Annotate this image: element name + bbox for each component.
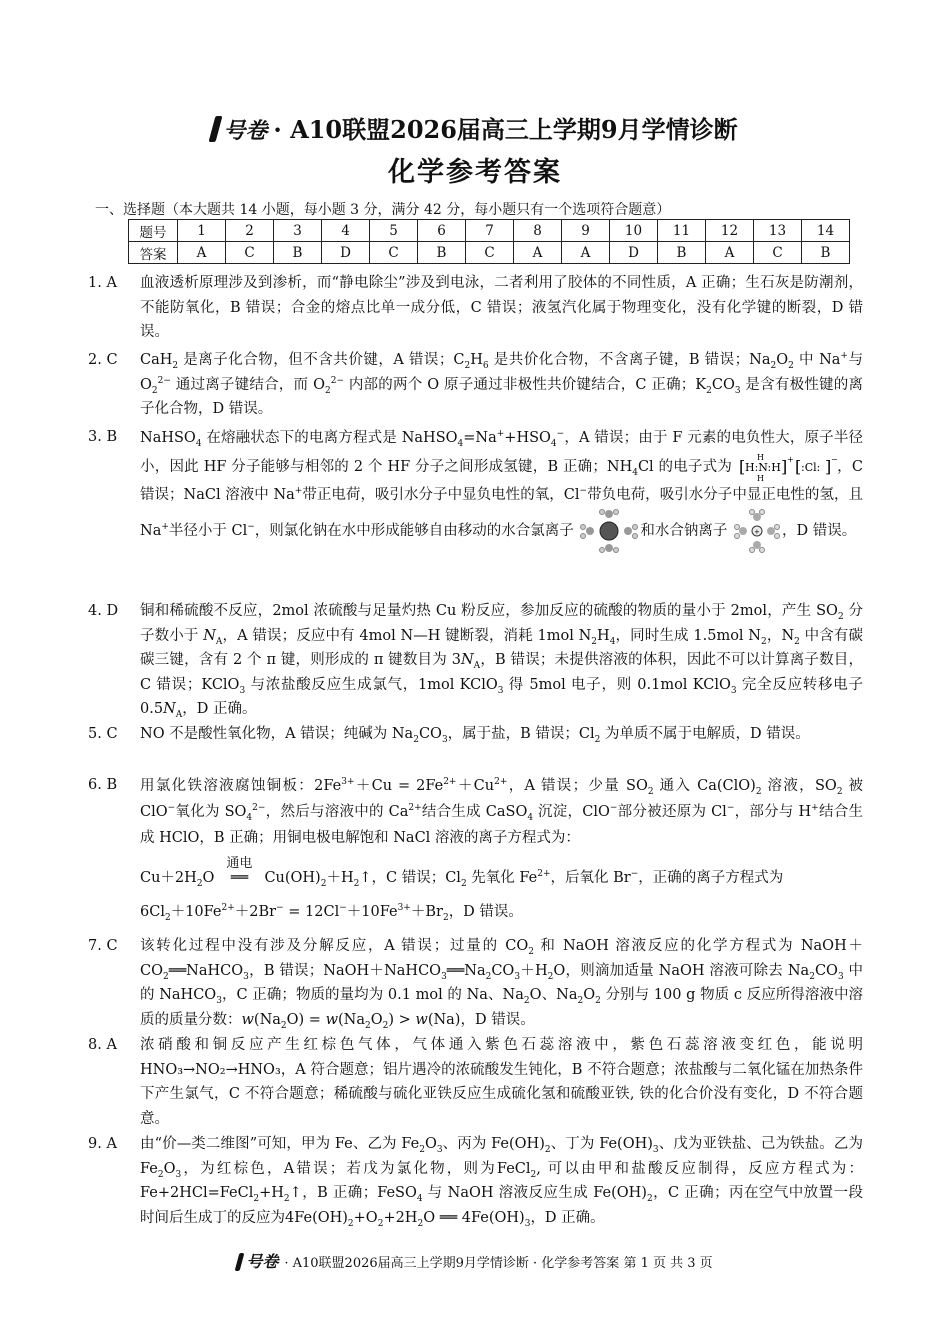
- table-cell: 3: [274, 220, 322, 242]
- svg-text:H: H: [756, 453, 764, 462]
- table-cell: D: [322, 242, 370, 264]
- table-cell: C: [370, 242, 418, 264]
- answer-item-3: [88, 425, 863, 553]
- svg-text::Cl:: :Cl:: [800, 461, 821, 474]
- answer-item-6: [88, 773, 863, 925]
- hydrated-chloride-icon: [578, 509, 640, 553]
- item-explanation: 用氯化铁溶液腐蚀铜板：$2Fe^{3+}+Cu = 2Fe^{2+}+Cu^{2+}$，A 错误；少量 $SO_2$ 通入 $Ca(ClO)_2$ 溶液，$SO_2$ 被 ClO−氧化为 $SO_4^{2-}$，然后与溶液中的 $Ca^{2+}$结合生成 CaSO$_4$ 沉淀，ClO−部分被还原为 Cl−，部分与 H+结合生成 HClO，B 正确；用铜电极电解饱和 NaCl 溶液的离子方程式为： $Cu+2H_2O$ 通电 ══ $Cu(OH)_2+H_2↑$，C 错误；$Cl_2$ 先氧化 $Fe^{2+}$，后氧化 Br−，正确的离子方程式为 $6Cl_2+10Fe^{2+}+2Br^- = 12Cl^-+10Fe^{3+}+Br_2$，D 错误。: [140, 777, 864, 923]
- item-explanation: 由“价—类二维图”可知，甲为 Fe、乙为 $Fe_2O_3$、丙为 $Fe(OH)_2$、丁为 $Fe(OH)_3$、戊为亚铁盐、己为铁盐。乙为$Fe_2O_3$，为红棕色，A错误；若戊为氯化物，则为FeCl$_2$, 可以由甲和盐酸反应制得，反应方程式为：$Fe+2HCl=FeCl_2+H_2↑$，B 正确；FeSO$_4$ 与 NaOH 溶液反应生成 $Fe(OH)_2$，C 正确；丙在空气中放置一段时间后生成丁的反应为$4Fe(OH)_2+O_2+2H_2O$ ══ $4Fe(OH)_3$，D 正确。: [140, 1136, 863, 1229]
- item-explanation: 铜和稀硫酸不反应，2mol 浓硫酸与足量灼热 Cu 粉反应，参加反应的硫酸的物质的量小于 2mol，产生 $SO_2$ 分子数小于 $N_A$，A 错误；反应中有 4mol N—H 键断裂，消耗 1mol $N_2H_4$，同时生成 1.5mol $N_2$，$N_2$ 中含有碳碳三键，含有 2 个 π 键，则形成的 π 键数目为 $3N_A$，B 错误；未提供溶液的体积，因此不可以计算离子数目，C 错误；KClO$_3$ 与浓盐酸反应生成氯气，1mol KClO$_3$ 得 5mol 电子，则 0.1mol KClO$_3$ 完全反应转移电子 $0.5N_A$，D 正确。: [140, 603, 864, 720]
- electron-formula-icon: [737, 452, 837, 482]
- exam-title: [0, 110, 950, 145]
- svg-text:]: ]: [780, 457, 788, 476]
- table-cell: B: [802, 242, 850, 264]
- svg-text:H:N:H: H:N:H: [744, 461, 781, 474]
- item-explanation: NaHSO$_4$ 在熔融状态下的电离方程式是 $NaHSO_4=Na^++HSO_4^-$，A 错误；由于 F 元素的电负性大，原子半径小，因此 HF 分子能够与相邻的 2 个 HF 分子之间形成氢键，B 正确；$NH_4Cl$ 的电子式为 [ H:N:H H H ] + [ :Cl: ] − ，C 错误；NaCl 溶液中 Na+带正电荷，吸引水分子中显负电性的氧，Cl−带负电荷，吸引水分子中显正电性的氢，且 Na+半径小于 Cl−，则氯化钠在水中形成能够自由移动的水合氯离子 和水合钠离子 + ，D 错误。: [140, 425, 863, 553]
- table-cell: 5: [370, 220, 418, 242]
- table-cell: 1: [178, 220, 226, 242]
- svg-text:H: H: [756, 474, 764, 483]
- answer-table: [128, 219, 850, 264]
- answer-item-7: [88, 934, 863, 1032]
- item-number: 1. A: [88, 275, 117, 291]
- hydrated-sodium-icon: [732, 509, 782, 553]
- table-cell: B: [274, 242, 322, 264]
- table-cell: C: [754, 242, 802, 264]
- item-number: 7. C: [88, 938, 118, 954]
- item-number: 3. B: [88, 429, 118, 445]
- table-cell: 4: [322, 220, 370, 242]
- answer-item-8: [88, 1033, 863, 1131]
- table-cell: 11: [658, 220, 706, 242]
- answer-item-5: [88, 722, 863, 747]
- table-cell: C: [466, 242, 514, 264]
- section-heading: 一、选择题（本大题共 14 小题，每小题 3 分，满分 42 分，每小题只有一个选项符合题意）: [95, 202, 671, 218]
- row-label-question: 题号: [129, 220, 178, 242]
- page-title: 化学参考答案: [388, 157, 562, 188]
- item-explanation: 浓硝酸和铜反应产生红棕色气体，气体通入紫色石蕊溶液中，紫色石蕊溶液变红色，能说明 HNO₃→NO₂→HNO₃，A 符合题意；铝片遇冷的浓硫酸发生钝化，B 不符合题意；浓盐酸与二氧化锰在加热条件下产生氯气，C 不符合题意；稀硫酸与硫化亚铁反应生成硫化氢和硫酸亚铁, 铁的化合价没有变化，D 不符合题意。: [140, 1037, 863, 1127]
- table-cell: A: [178, 242, 226, 264]
- table-cell: 9: [562, 220, 610, 242]
- table-cell: 2: [226, 220, 274, 242]
- table-cell: 12: [706, 220, 754, 242]
- item-explanation: 该转化过程中没有涉及分解反应，A 错误；过量的 $CO_2$ 和 NaOH 溶液反应的化学方程式为 $NaOH+CO_2══NaHCO_3$，B 错误；$NaOH+NaHCO_3══Na_2CO_3+H_2O$，则滴加适量 NaOH 溶液可除去 $Na_2CO_3$ 中的 NaHCO$_3$，C 正确；物质的量均为 0.1 mol 的 Na、$Na_2O$、$Na_2O_2$ 分别与 100 g 物质 c 反应所得溶液中溶质的质量分数：$w(Na_2O) = w(Na_2O_2) > w(Na)$，D 错误。: [140, 938, 864, 1031]
- svg-text:[: [: [738, 457, 746, 476]
- item-number: 8. A: [88, 1037, 117, 1053]
- item-number: 5. C: [88, 726, 118, 742]
- item-explanation: CaH$_2$ 是离子化合物，但不含共价键，A 错误；$C_2H_6$ 是共价化合物，不含离子键，B 错误；$Na_2O_2$ 中 Na+与 $O_2^{2-}$ 通过离子键结合，而 $O_2^{2-}$ 内部的两个 O 原子通过非极性共价键结合，C 正确；$K_2CO_3$ 是含有极性键的离子化合物，D 错误。: [140, 351, 863, 417]
- table-cell: 7: [466, 220, 514, 242]
- table-cell: D: [610, 242, 658, 264]
- svg-text:[: [: [794, 457, 802, 476]
- item-number: 2. C: [88, 352, 118, 368]
- table-cell: 14: [802, 220, 850, 242]
- table-cell: B: [658, 242, 706, 264]
- svg-text:]: ]: [824, 457, 832, 476]
- table-cell: C: [226, 242, 274, 264]
- item-explanation: NO 不是酸性氧化物，A 错误；纯碱为 $Na_2CO_3$，属于盐，B 错误；$Cl_2$ 为单质不属于电解质，D 错误。: [140, 726, 810, 745]
- title-line-1: · A10联盟2026届高三上学期9月学情诊断: [273, 115, 738, 144]
- table-cell: 10: [610, 220, 658, 242]
- table-cell: 6: [418, 220, 466, 242]
- page-footer: [0, 1249, 950, 1272]
- item-explanation: 血液透析原理涉及到渗析，而“静电除尘”涉及到电泳，二者利用了胶体的不同性质，A 正确；生石灰是防潮剂，不能防氧化，B 错误；合金的熔点比单一成分低，C 错误；液氢汽化属于物理变化，没有化学键的断裂，D 错误。: [140, 275, 863, 340]
- answer-item-4: [88, 599, 863, 722]
- brand-logo: 号卷: [212, 114, 267, 145]
- brush-mark-icon: [235, 1253, 245, 1271]
- table-cell: A: [706, 242, 754, 264]
- table-cell: A: [562, 242, 610, 264]
- table-cell: 13: [754, 220, 802, 242]
- item-number: 6. B: [88, 777, 118, 793]
- svg-text:+: +: [786, 455, 794, 464]
- table-row-numbers: [129, 220, 850, 242]
- svg-text:+: +: [754, 528, 760, 536]
- answer-item-1: [88, 271, 863, 345]
- answer-item-2: [88, 348, 863, 422]
- row-label-answer: 答案: [129, 242, 178, 264]
- table-cell: B: [418, 242, 466, 264]
- answer-item-9: [88, 1132, 863, 1230]
- footer-logo: 号卷: [237, 1249, 278, 1272]
- table-row-answers: [129, 242, 850, 264]
- brush-mark-icon: [209, 116, 223, 142]
- item-number: 4. D: [88, 603, 119, 619]
- table-cell: 8: [514, 220, 562, 242]
- svg-text:−: −: [830, 455, 838, 464]
- footer-text: · A10联盟2026届高三上学期9月学情诊断 · 化学参考答案 第 1 页 共 3 页: [284, 1256, 713, 1271]
- table-cell: A: [514, 242, 562, 264]
- item-number: 9. A: [88, 1136, 117, 1152]
